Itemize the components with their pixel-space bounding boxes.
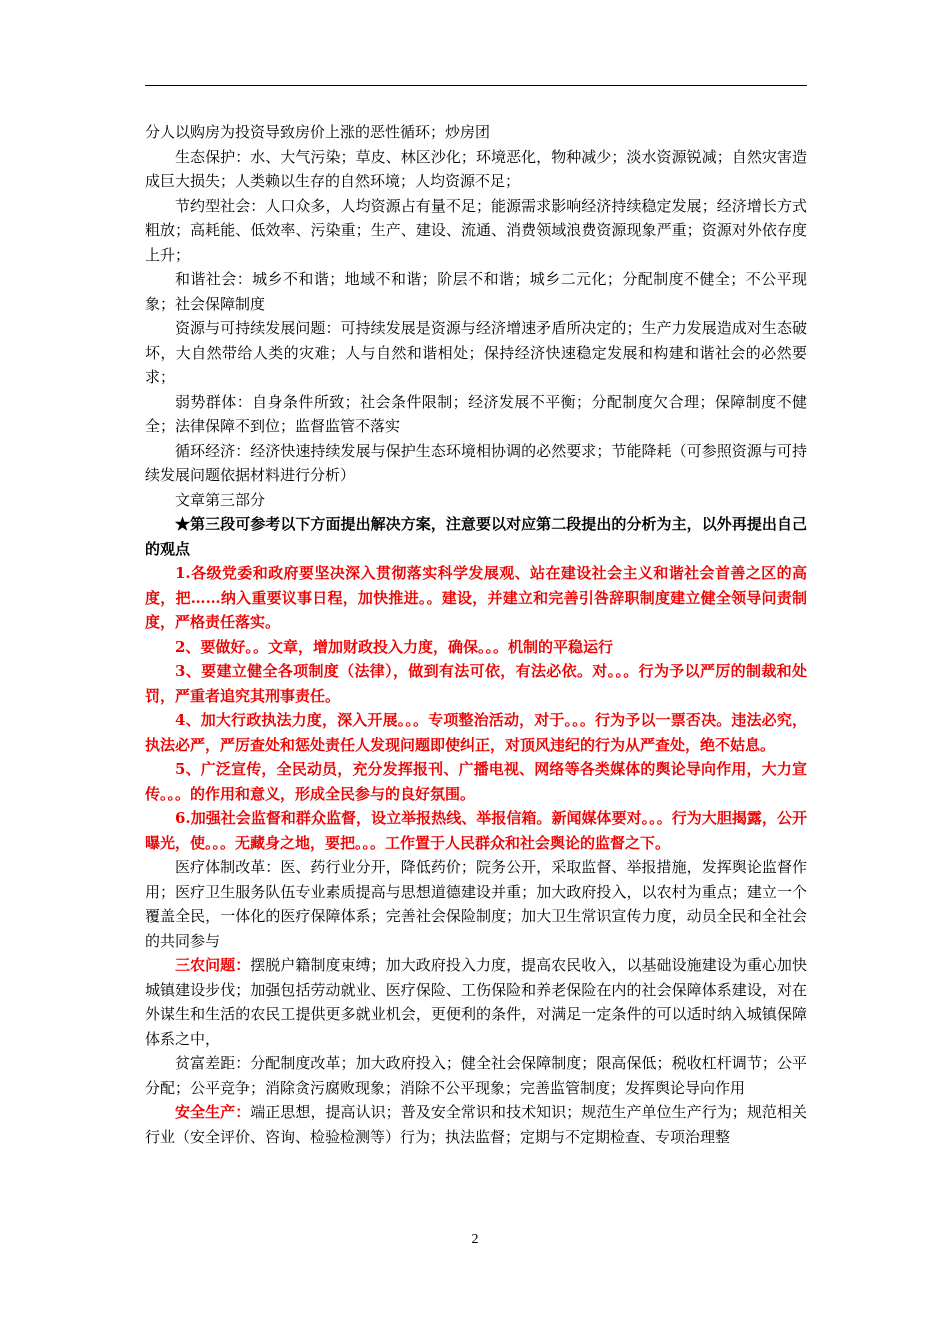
paragraph-sustainable-development: 资源与可持续发展问题：可持续发展是资源与经济增速矛盾所决定的；生产力发展造成对生态破坏，大自然带给人类的灾难；人与自然和谐相处；保持经济快速稳定发展和构建和谐社会的必然要求； <box>145 319 807 386</box>
paragraph-body: 摆脱户籍制度束缚；加大政府投入力度，提高农民收入，以基础设施建设为重心加快城镇建设步伐；加强包括劳动就业、医疗保险、工伤保险和养老保险在内的社会保障体系建设，对在外谋生和生活的农民工提供更多就业机会，更便利的条件，对满足一定条件的可以适时纳入城镇保障体系之中， <box>145 956 807 1048</box>
solution-item-5: 5、广泛宣传，全民动员，充分发挥报刊、广播电视、网络等各类媒体的舆论导向作用，大力宣传。。。的作用和意义，形成全民参与的良好氛围。 <box>145 760 807 803</box>
solution-item-1: 1.各级党委和政府要坚决深入贯彻落实科学发展观、站在建设社会主义和谐社会首善之区的高度，把……纳入重要议事日程，加快推进。。建设，并建立和完善引咎辞职制度建立健全领导问责制度，严格责任落实。 <box>145 564 807 631</box>
solution-item-6: 6.加强社会监督和群众监督，设立举报热线、举报信箱。新闻媒体要对。。。行为大胆揭露，公开曝光，使。。。无藏身之地，要把。。。工作置于人民群众和社会舆论的监督之下。 <box>145 809 807 852</box>
paragraph-star-note: ★第三段可参考以下方面提出解决方案，注意要以对应第二段提出的分析为主，以外再提出自己的观点 <box>145 515 807 558</box>
paragraph-1: 分人以购房为投资导致房价上涨的恶性循环；炒房团 <box>145 123 491 141</box>
paragraph-lead-red: 三农问题： <box>175 956 251 974</box>
paragraph-conservation-society: 节约型社会：人口众多，人均资源占有量不足；能源需求影响经济持续稳定发展；经济增长方式粗放；高耗能、低效率、污染重；生产、建设、流通、消费领域浪费资源现象严重；资源对外依存度上升； <box>145 196 807 264</box>
section-heading-part-three: 文章第三部分 <box>175 490 266 509</box>
page-number: 2 <box>471 1232 479 1247</box>
paragraph-wealth-gap: 贫富差距：分配制度改革；加大政府投入；健全社会保障制度；限高保低；税收杠杆调节；公平分配；公平竞争；消除贪污腐败现象；消除不公平现象；完善监管制度；发挥舆论导向作用 <box>145 1054 807 1097</box>
document-body <box>145 120 807 1149</box>
paragraph-lead-red: 安全生产： <box>175 1103 251 1121</box>
paragraph-body: 端正思想，提高认识；普及安全常识和技术知识；规范生产单位生产行为；规范相关行业（安全评价、咨询、检验检测等）行为；执法监督；定期与不定期检查、专项治理整 <box>145 1103 807 1146</box>
solution-item-3: 3、要建立健全各项制度（法律），做到有法可依，有法必依。对。。。行为予以严厉的制裁和处罚，严重者追究其刑事责任。 <box>145 662 807 705</box>
paragraph-harmonious-society: 和谐社会：城乡不和谐；地域不和谐；阶层不和谐；城乡二元化；分配制度不健全；不公平现象；社会保障制度 <box>145 270 807 313</box>
paragraph-ecology: 生态保护：水、大气污染；草皮、林区沙化；环境恶化，物种减少；淡水资源锐减；自然灾害造成巨大损失；人类赖以生存的自然环境；人均资源不足； <box>145 147 807 190</box>
solution-item-4: 4、加大行政执法力度，深入开展。。。专项整治活动，对于。。。行为予以一票否决。违法必究，执法必严，严厉查处和惩处责任人发现问题即使纠正，对顶风违纪的行为从严查处，绝不姑息。 <box>145 711 807 754</box>
solution-item-2: 2、要做好。。文章，增加财政投入力度，确保。。。机制的平稳运行 <box>175 637 613 656</box>
paragraph-three-rural-issues <box>145 953 807 1051</box>
paragraph-vulnerable-groups: 弱势群体：自身条件所致；社会条件限制；经济发展不平衡；分配制度欠合理；保障制度不健全；法律保障不到位；监督监管不落实 <box>145 392 807 435</box>
paragraph-work-safety <box>145 1100 807 1149</box>
paragraph-medical-reform: 医疗体制改革：医、药行业分开，降低药价；院务公开，采取监督、举报措施，发挥舆论监督作用；医疗卫生服务队伍专业素质提高与思想道德建设并重；加大政府投入，以农村为重点；建立一个覆盖全民，一体化的医疗保障体系；完善社会保险制度；加大卫生常识宣传力度，动员全民和全社会的共同参与 <box>145 858 807 950</box>
header-rule <box>145 85 807 86</box>
paragraph-circular-economy: 循环经济：经济快速持续发展与保护生态环境相协调的必然要求；节能降耗（可参照资源与可持续发展问题依据材料进行分析） <box>145 441 807 484</box>
